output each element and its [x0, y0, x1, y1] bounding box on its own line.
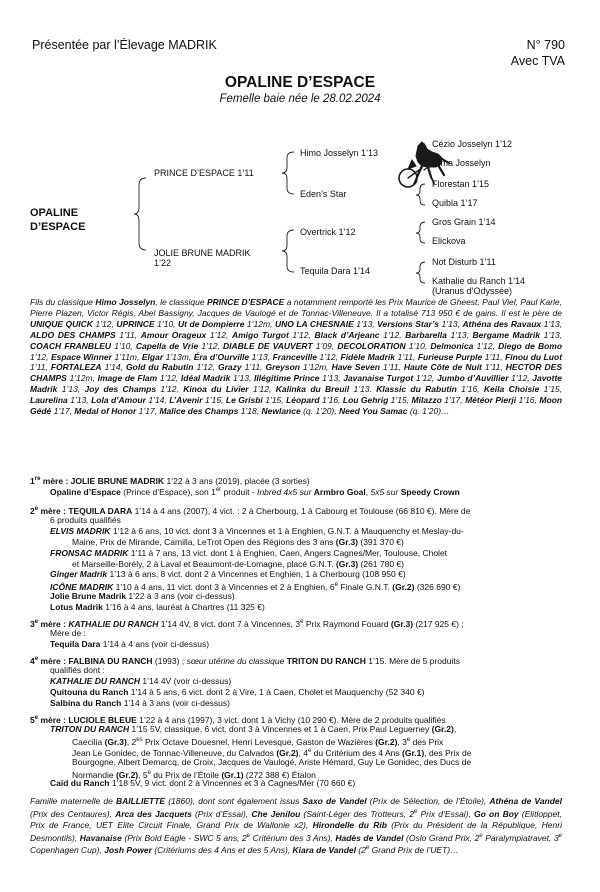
text-run: 1’17,	[136, 406, 160, 417]
text-run: 1’13,	[249, 351, 273, 362]
text-run: Bourgogne, Albert Demarcq, de Croix, Jacques de Vaulogé, Ariste Hémard, Guy Le Gonidec, des Ducs de	[72, 756, 472, 767]
text-run: L’Avenir	[169, 395, 203, 406]
page-subtitle: Femelle baie née le 28.02.2024	[219, 93, 381, 105]
text-run: 1’15,	[202, 395, 226, 406]
text-run: Klassic du Rabutin	[376, 384, 457, 395]
text-run: 1’22 à 3 ans (voir ci-dessus)	[126, 591, 235, 602]
text-run: UNIQUE QUICK	[30, 318, 93, 329]
pedigree-dam-dam: Tequila Dara 1’14	[300, 266, 371, 276]
text-run: 1’13,	[539, 329, 563, 340]
text-run: re	[34, 476, 41, 482]
maternal-line	[50, 676, 231, 687]
text-run: Mère de :	[50, 627, 86, 638]
text-run: Diego de Bomo	[498, 340, 563, 351]
text-run: Keila Choisie	[483, 384, 540, 395]
text-run: 1’18,	[238, 406, 262, 417]
text-run: 1’14 à 3 ans (voir ci-dessus)	[121, 697, 230, 708]
text-run: Lola d’Amour	[91, 395, 146, 406]
text-run: 6 produits qualifiés	[50, 514, 121, 525]
text-run: Bergame Madrik	[472, 329, 540, 340]
text-run: TRITON DU RANCH	[286, 655, 366, 666]
text-run: 1’14 4V (voir ci-dessus)	[140, 675, 232, 686]
text-run: Ginger Madrik	[50, 569, 108, 580]
text-run: KATHALIE DU RANCH	[68, 618, 159, 629]
text-run: Famille maternelle de	[30, 796, 116, 806]
text-run: 1’12,	[157, 373, 181, 384]
text-run: Haute Côte de Nuit	[403, 362, 482, 373]
text-run: 1’12,	[156, 384, 184, 395]
text-run: Che Jenilou	[251, 808, 301, 819]
text-run: (Prince d’Espace), son 1	[120, 486, 216, 497]
text-run: Le Grisbi	[225, 395, 263, 406]
text-run: 1’10,	[111, 340, 136, 351]
text-run: 1’12,	[206, 329, 232, 340]
maternal-line	[50, 569, 406, 580]
text-run: 1’13 à 6 ans, 8 vict. dont 2 à Vincennes et Enghien, 1 à Cherbourg (108 950 €)	[107, 569, 406, 580]
text-run: ALDO DES CHAMPS	[30, 329, 116, 340]
text-run: Jolie Brune Madrik	[50, 591, 127, 602]
text-run: BAILLIETTE	[115, 796, 166, 806]
text-run: e	[365, 845, 370, 852]
text-run: DIABLE DE VAUVERT	[222, 340, 313, 351]
pedigree-g3-3: Florestan 1’15	[432, 179, 490, 189]
text-run: Javotte Madrik	[30, 373, 562, 395]
text-run: Athéna de Vandel	[489, 796, 562, 806]
text-run: (2	[356, 845, 366, 856]
pedigree-g3-8	[432, 276, 525, 296]
text-run: des Prix	[410, 736, 444, 747]
text-run: Kinoa du Livier	[183, 384, 249, 395]
text-run: (1993) ;	[152, 655, 187, 666]
mere1-line2	[50, 485, 460, 498]
text-run: Tequila Dara	[50, 638, 101, 649]
maternal-line	[50, 639, 209, 650]
text-run: e	[300, 619, 304, 625]
maternal-line	[50, 548, 447, 559]
text-run: Prix d’Essai),	[417, 808, 475, 819]
text-run: Laurelina	[30, 395, 68, 406]
text-run: (Gr.3)	[390, 618, 414, 629]
text-run: 1’22 à 4 ans (1997), 3 vict. dont 1 à Vichy (10 290 €). Mère de 2 produits qualifiés	[136, 714, 446, 725]
maternal-line	[50, 526, 464, 537]
maternal-line	[50, 628, 86, 639]
text-run: e	[413, 808, 418, 815]
presenter: Présentée par l’Élevage MADRIK	[32, 38, 217, 52]
text-run: , 5	[138, 769, 148, 780]
maternal-line	[50, 591, 235, 602]
text-run: 1’12,	[508, 373, 533, 384]
text-run: Illégitime Prince	[254, 373, 320, 384]
text-run: e	[147, 769, 151, 776]
text-run: 1’12,	[248, 384, 276, 395]
text-run: 1’14 à 4 ans (2007), 4 vict. : 2 à Cherbourg, 1 à Cabourg et Toulouse (66 810 €). Mère de	[132, 505, 471, 516]
text-run: 1’13,	[446, 329, 473, 340]
text-run: mère : LUCIOLE BLEUE	[38, 714, 137, 725]
text-run: 1’22 à 3 ans (2019), placée (3 sorties)	[164, 475, 310, 486]
text-run: 1’13,	[319, 373, 344, 384]
text-run: 1’12,	[413, 373, 437, 384]
text-run: 1’12,	[317, 351, 341, 362]
text-run: Malice des Champs	[159, 406, 239, 417]
text-run: Grand Prix de l’UET)…	[369, 845, 459, 856]
pedigree-g3-1: Cézio Josselyn 1’12	[432, 139, 513, 149]
text-run: (Saint-Léger des Trotteurs, 2	[300, 808, 414, 819]
text-run: 1’16,	[456, 384, 484, 395]
text-run: es	[136, 736, 143, 743]
text-run: Go on Boy	[474, 808, 519, 819]
text-run: 1’14,	[145, 395, 170, 406]
text-run: 1’12,	[379, 329, 406, 340]
text-run: Finou du Luot	[505, 351, 563, 362]
text-run: Milazzo	[411, 395, 442, 406]
text-run: Elgar	[141, 351, 164, 362]
text-run: (272 388 €) Étalon	[243, 769, 316, 780]
pedigree-g3-5: Gros Grain 1’14	[432, 217, 496, 227]
text-run: Kalinka du Breuil	[275, 384, 350, 395]
text-run: 1’15 5V, classique, 6 vict. dont 3 à Vincennes et 1 à Caen, Prix Paul Leguerney	[129, 723, 432, 734]
text-run: 1’12m,	[299, 362, 332, 373]
text-run: Arca des Jacquets	[115, 808, 192, 819]
text-run: Copenhagen Cup),	[30, 845, 105, 856]
text-run: Josh Power	[104, 845, 152, 856]
text-run: FRONSAC MADRIK	[50, 547, 129, 558]
text-run: 2	[30, 505, 35, 516]
text-run: 1’15,	[539, 384, 563, 395]
text-run: e	[479, 832, 483, 839]
text-run: Prix Octave Douesnel, Henri Levesque, Gaston de Wazières	[142, 736, 376, 747]
text-run: 1’12,	[198, 340, 223, 351]
text-run: (1860), dont sont également issus	[165, 796, 303, 806]
text-run: (Gr.2)	[392, 582, 415, 593]
text-run: 1’10,	[405, 340, 431, 351]
pedigree-sire: PRINCE D’ESPACE 1’11	[154, 168, 254, 178]
text-run: Newlance	[261, 406, 301, 417]
text-run: du Prix de l’Étoile	[150, 769, 222, 780]
text-run: ,	[453, 723, 457, 734]
text-run: 1’13.	[349, 384, 377, 395]
text-run: e	[307, 747, 312, 754]
text-run: PRINCE D’ESPACE	[207, 297, 285, 307]
text-run: 1’12m,	[66, 373, 98, 384]
text-run: Inbred 4x5 sur	[257, 486, 314, 497]
text-run: e	[558, 832, 563, 839]
text-run: Normandie	[72, 769, 116, 780]
text-run: Fidèle Madrik	[340, 351, 395, 362]
text-run: du Critérium des 4 Ans	[311, 747, 403, 758]
text-run: (Gr.1)	[402, 747, 425, 758]
text-run: et Marseille-Borély, 2 à Laval et Beaumont-de-Lomagne, placé G.N.T.	[72, 558, 336, 569]
pedigree-dam	[154, 248, 251, 268]
pedigree-g3-6: Elickova	[432, 236, 466, 246]
pedigree-dam-line1: JOLIE BRUNE MADRIK	[154, 248, 251, 258]
text-run: Grazy	[217, 362, 242, 373]
text-run: qualifiés dont :	[50, 664, 105, 675]
text-run: Barbarella	[405, 329, 447, 340]
text-run: 1’13,	[439, 318, 463, 329]
text-run: 1’12m,	[244, 318, 275, 329]
text-run: (Prix de Sélection, de l’Étoile),	[366, 796, 490, 806]
maternal-line	[50, 515, 121, 526]
text-run: Caïd du Ranch	[50, 778, 110, 789]
text-run: (Prix des Centaures),	[30, 808, 116, 819]
text-run: , 4	[298, 747, 308, 758]
text-run: 1’17,	[441, 395, 466, 406]
text-run: e	[406, 736, 411, 743]
text-run: 1’13,	[57, 384, 85, 395]
text-run: Espace Winner	[50, 351, 112, 362]
text-run: HECTOR DES CHAMPS	[30, 362, 563, 384]
maternal-line	[50, 665, 105, 676]
text-run: 1’18 5V, 9 vict. dont 2 à Vincennes et 3 à Cagnes/Mer (70 660 €)	[109, 778, 356, 789]
text-run: mère : FALBINA DU RANCH	[38, 655, 153, 666]
text-run: e	[246, 832, 251, 839]
maternal-line	[50, 602, 265, 613]
pedigree-sire-sire: Himo Josselyn 1’13	[300, 148, 379, 158]
text-run: Caecilia	[72, 736, 105, 747]
text-run: (Gr.2)	[276, 747, 299, 758]
text-run: 1’11,	[394, 351, 418, 362]
text-run: 1’13,	[67, 395, 92, 406]
text-run: (Prix du Président de la République, Henri Desmontils),	[30, 819, 562, 843]
text-run: Javanaise Turgot	[343, 373, 414, 384]
page-title: OPALINE D’ESPACE	[224, 74, 376, 91]
text-run: (Gr.2)	[431, 723, 454, 734]
text-run: 1’12,	[193, 362, 218, 373]
text-run: , 3	[397, 736, 407, 747]
maternal-line	[50, 724, 456, 735]
text-run: Versions Star’s	[377, 318, 440, 329]
text-run: TRITON DU RANCH	[50, 723, 130, 734]
text-run: Léopard	[286, 395, 320, 406]
text-run: produit -	[221, 486, 258, 497]
text-run: (391 370 €)	[358, 536, 404, 547]
text-run: Image de Flam	[97, 373, 158, 384]
text-run: , le classique	[155, 297, 207, 307]
pedigree-subject	[30, 206, 85, 234]
text-run: Ut de Dompierre	[178, 318, 245, 329]
pedigree-g3-8-extra: (Uranus d’Odyssée)	[432, 286, 513, 296]
tva-label: Avec TVA	[510, 54, 565, 68]
text-run: 1’10,	[154, 318, 179, 329]
sire-paragraph	[30, 297, 562, 417]
text-run: Jumbo d’Auvillier	[436, 373, 509, 384]
text-run: 1’11,	[30, 362, 51, 373]
text-run: mère : TEQUILA DARA	[38, 505, 133, 516]
text-run: 1’14 à 5 ans, 6 vict. dont 2 à Vire, 1 à Caen, Cholet et Mauquenchy (52 340 €)	[128, 686, 425, 697]
text-run: 3	[30, 618, 35, 629]
text-run: Idéal Madrik	[180, 373, 231, 384]
text-run: (Prix d’Essai),	[191, 808, 252, 819]
text-run: 1’11m,	[111, 351, 142, 362]
text-run: Finale G.N.T.	[337, 582, 393, 593]
pedigree-g3-7: Not Disturb 1’11	[432, 257, 496, 267]
text-run: (q. 1’20),	[300, 406, 339, 417]
text-run: 1’14 à 4 ans (voir ci-dessus)	[100, 638, 210, 649]
text-run: (Gr.3)	[104, 736, 127, 747]
maternal-line	[50, 687, 425, 698]
text-run: 1’13,	[353, 318, 378, 329]
text-run: 1’14 4V, 8 vict. dont 7 à Vincennes, 3	[158, 618, 301, 629]
text-run: KATHALIE DU RANCH	[50, 675, 141, 686]
text-run: Hadès de Vandel	[335, 832, 404, 843]
text-run: e	[34, 506, 39, 512]
maternal-line	[72, 537, 404, 548]
text-run: Havanaise	[79, 832, 122, 843]
text-run: Maine, Prix de Mirande, Camilla, LeTrot Open des Régions des 3 ans	[72, 536, 336, 547]
text-run: Delmonica	[430, 340, 474, 351]
text-run: ELVIS MADRIK	[50, 525, 111, 536]
pedigree-dam-sire: Overtrick 1’12	[300, 227, 356, 237]
text-run: 1’12,	[288, 329, 315, 340]
text-run: (Gr.3)	[335, 536, 358, 547]
text-run: 1’10 à 4 ans, 11 vict. dont 3 à Vincennes et 2 à Enghien, 6	[113, 582, 335, 593]
text-run: UPRINCE	[116, 318, 155, 329]
text-run: Lou Gehrig	[342, 395, 389, 406]
text-run: Franceville	[272, 351, 318, 362]
text-run: Éra d’Ourville	[193, 351, 250, 362]
maternal-line	[30, 617, 464, 630]
text-run: mère :	[38, 618, 69, 629]
text-run: (217 925 €) ;	[413, 618, 464, 629]
text-run: 5x5 sur	[370, 486, 401, 497]
text-run: Kiara de Vandel	[292, 845, 357, 856]
text-run: (Elitloppet, Prix de France, UET Elite Circuit Finale, Grand Prix de Wallonie x2),	[30, 808, 562, 830]
text-run: (326 690 €)	[414, 582, 461, 593]
text-run: 1’12,	[92, 318, 117, 329]
text-run: Speedy Crown	[400, 486, 460, 497]
text-run: 1’12 à 6 ans, 10 vict. dont 3 à Vincennes et 1 à Enghien, G.N.T. à Mauquenchy et Meslay-du-	[110, 525, 464, 536]
text-run: 1’11 à 7 ans, 13 vict. dont 1 à Enghien, Caen, Angers Cagnes/Mer, Toulouse, Cholet	[128, 547, 448, 558]
text-run: DECOLORATION	[337, 340, 406, 351]
text-run: 1	[30, 475, 35, 486]
text-run: Black d’Arjeanc	[314, 329, 380, 340]
text-run: (Gr.2)	[375, 736, 398, 747]
text-run: Furieuse Purple	[417, 351, 483, 362]
pedigree-sire-dam: Eden’s Star	[300, 189, 347, 199]
text-run: Himo Josselyn	[95, 297, 156, 307]
text-run: 1’13,	[230, 373, 255, 384]
text-run: Salbina du Ranch	[50, 697, 122, 708]
text-run: sœur utérine du classique	[186, 655, 287, 666]
text-run: Need You Samac	[338, 406, 408, 417]
text-run: (Gr.3)	[335, 558, 359, 569]
text-run: 1’14,	[101, 362, 127, 373]
text-run: Amigo Turgot	[231, 329, 289, 340]
text-run: 1’11,	[482, 351, 506, 362]
pedigree-g3-2: Cima Josselyn	[432, 158, 491, 168]
text-run: Saxo de Vandel	[302, 796, 367, 806]
text-run: (Critériums des 4 Ans et des 5 Ans),	[151, 845, 293, 856]
text-run: 1’12,	[30, 351, 51, 362]
text-run: 4	[30, 655, 35, 666]
text-run: Joy des Champs	[84, 384, 157, 395]
text-run: a notamment remporté les Prix Maurice de Gheest, Paul Viel, Paul Karle, Pierre Plazen, Victor Régis, Abel Bassigny, Jacques de Vaulogé et de Tonnac-Villeneuve. Il a totalisé 713 950 € de gains. Il est le père de	[30, 297, 562, 318]
text-run: Hirondelle du Rib	[312, 819, 387, 830]
text-run: 1’15. Mère de 5 produits	[365, 655, 460, 666]
text-run: 1’16 à 4 ans, lauréat à Chartres (11 325 €)	[102, 602, 265, 613]
text-run: Amour Orageux	[140, 329, 207, 340]
text-run: 1’12,	[473, 340, 499, 351]
pedigree-g3-4: Quibla 1’17	[432, 198, 478, 208]
text-run: COACH FRANBLEU	[30, 340, 112, 351]
text-run: Greyson	[265, 362, 300, 373]
text-run: (Gr.1)	[221, 769, 244, 780]
text-run: (Gr.2)	[115, 769, 139, 780]
text-run: 1’11,	[481, 362, 506, 373]
text-run: 5	[30, 714, 35, 725]
text-run: 1’16,	[319, 395, 343, 406]
text-run: FORTALEZA	[50, 362, 102, 373]
text-run: 1’11,	[115, 329, 141, 340]
text-run: e	[34, 715, 39, 721]
text-run: Météor Pierji	[465, 395, 517, 406]
text-run: 1’16,	[516, 395, 540, 406]
text-run: Opaline d’Espace	[50, 486, 121, 497]
text-run: , 2	[126, 736, 137, 747]
text-run: Armbro Goal	[313, 486, 366, 497]
pedigree-subject-line2: D’ESPACE	[30, 221, 86, 233]
lot-number: N° 790	[526, 38, 565, 52]
text-run: Athéna des Ravaux	[462, 318, 542, 329]
text-run: Jean Le Gonidec, de Tonnac-Villeneuve, du Calvados	[72, 747, 277, 758]
text-run: Gold du Rabutin	[126, 362, 194, 373]
text-run: Lotus Madrik	[50, 602, 103, 613]
text-run: (Oslo Grand Prix, 2	[403, 832, 480, 843]
maternal-line	[72, 757, 471, 768]
text-run: e	[34, 656, 39, 662]
text-run: 1’13,	[541, 318, 563, 329]
text-run: ,	[365, 486, 371, 497]
text-run: 1’15,	[388, 395, 412, 406]
text-run: Fils du classique	[30, 297, 96, 307]
text-run: e	[334, 582, 338, 589]
text-run: Capella de Vrie	[135, 340, 199, 351]
text-run: (q. 1’20)…	[407, 406, 450, 417]
text-run: 1’09,	[312, 340, 338, 351]
family-paragraph	[30, 796, 562, 856]
pedigree-g3-8-name: Kathalie du Ranch 1’14	[432, 276, 526, 286]
text-run: Quitouna du Ranch	[50, 686, 129, 697]
maternal-line	[50, 778, 355, 789]
text-run: er	[215, 487, 222, 493]
text-run: Have Seven	[331, 362, 380, 373]
text-run: mère : JOLIE BRUNE MADRIK	[40, 475, 165, 486]
text-run: Medal of Honor	[74, 406, 137, 417]
text-run: ICÔNE MADRIK	[50, 582, 114, 593]
text-run: e	[34, 619, 39, 625]
text-run: Prix Raymond Fouard	[303, 618, 391, 629]
maternal-line	[72, 559, 404, 570]
text-run: 1’17,	[51, 406, 75, 417]
text-run: 1’15,	[262, 395, 287, 406]
text-run: , des Prix de	[424, 747, 472, 758]
pedigree-dam-line2: 1’22	[154, 258, 172, 268]
text-run: (261 780 €)	[358, 558, 404, 569]
text-run: Critérium des 3 Ans),	[250, 832, 336, 843]
text-run: 1’13m,	[163, 351, 194, 362]
text-run: Paralympiatravet, 3	[482, 832, 559, 843]
text-run: Moon Gédé	[30, 395, 563, 417]
text-run: (Prix Bold Eagle - SWC 5 ans, 2	[121, 832, 247, 843]
maternal-line	[50, 698, 230, 709]
text-run: UNO LA CHESNAIE	[274, 318, 354, 329]
pedigree-subject-line1: OPALINE	[30, 207, 79, 219]
text-run: 1’11,	[379, 362, 404, 373]
text-run: 1’11,	[241, 362, 266, 373]
